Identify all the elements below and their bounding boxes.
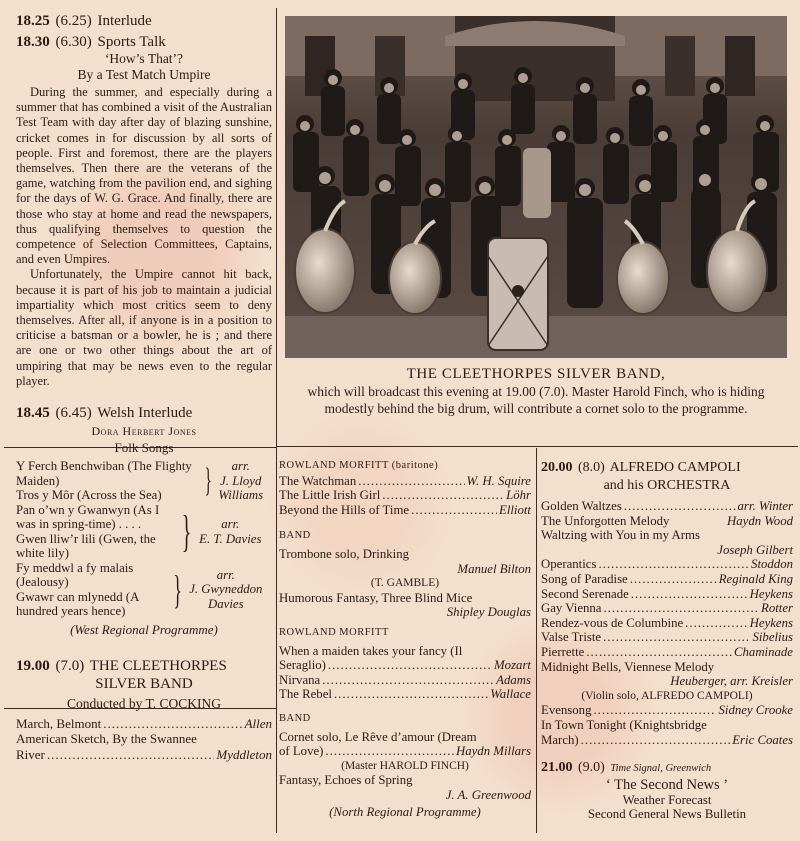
composer: J. A. Greenwood xyxy=(445,787,531,802)
item-title: Fantasy, Echoes of Spring xyxy=(279,773,413,788)
composer: Sidney Crooke xyxy=(718,703,793,718)
item-title: Song of Paradise xyxy=(541,571,628,586)
item-title: of Love) xyxy=(279,744,324,759)
composer: Adams xyxy=(496,672,531,687)
band-item xyxy=(16,716,272,732)
composer: Wallace xyxy=(490,687,531,702)
item-title: Pierrette xyxy=(541,644,585,659)
item-title: The Unforgotten Melody xyxy=(541,513,670,528)
composer: Sibelius xyxy=(752,630,793,645)
item-title: Gay Vienna xyxy=(541,601,602,616)
arranger: Davies xyxy=(208,596,244,611)
composer: Chaminade xyxy=(733,644,793,659)
item-title: Waltzing with You in my Arms xyxy=(541,528,700,543)
arranger: arr. xyxy=(216,567,235,582)
item-title: The Watchman xyxy=(279,473,357,488)
middle-column xyxy=(279,459,531,820)
music-item xyxy=(279,744,531,759)
caption-title: THE CLEETHORPES SILVER BAND, xyxy=(406,366,666,382)
alt-time: (9.0) xyxy=(578,760,605,776)
item-title: The Little Irish Girl xyxy=(279,488,381,503)
brace: } xyxy=(173,566,182,612)
song-title: Gwen lliw’r lili (Gwen, the white lily) xyxy=(16,531,156,561)
alt-time: (6.30) xyxy=(55,34,92,50)
section-heading: ROWLAND MORFITT xyxy=(279,626,389,638)
item-title: Cornet solo, Le Rêve d’amour (Dream xyxy=(279,729,477,744)
section-heading: BAND xyxy=(279,530,311,542)
item-title: March) xyxy=(541,732,579,747)
talk-paragraph-1: During the summer, and especially during a summer that has combined a visit of the Australian Test Team with day after day of blazing sunshine, cricket comes in for discussion by all sorts of people. First and foremost, there are the players themselves. Then there are the veterans of the game, watching from the pavilion end, and sighing for the days of W. G. Grace. And finally, there are those who stay at home and read the newspapers, thus qualifying themselves to question the competence of Selection Committees, Captains, and even Umpires. xyxy=(16,85,272,267)
programme-silver-band xyxy=(16,657,272,675)
composer: W. H. Squire xyxy=(466,473,531,488)
composer: arr. Winter xyxy=(737,499,793,513)
composer: Heykens xyxy=(749,615,793,630)
item-title: Golden Waltzes xyxy=(541,499,622,513)
band-item xyxy=(16,747,272,763)
item-title: Nirvana xyxy=(279,672,321,687)
programme-title: Welsh Interlude xyxy=(97,405,193,422)
item-title: March, Belmont xyxy=(16,715,102,731)
composer: Reginald King xyxy=(718,571,793,586)
column-rule-left xyxy=(276,8,277,833)
music-item xyxy=(279,503,531,518)
item-title: Humorous Fantasy, Three Blind Mice xyxy=(279,590,473,605)
composer: Elliott xyxy=(499,502,531,517)
arranger: arr. xyxy=(231,459,250,474)
composer: Heykens xyxy=(749,586,793,601)
song-title: Fy meddwl a fy malais (Jealousy) xyxy=(16,560,134,590)
music-item xyxy=(541,601,793,616)
time: 18.25 xyxy=(16,13,50,29)
news-item: Second General News Bulletin xyxy=(587,807,747,822)
music-item xyxy=(541,499,793,514)
composer: Myddleton xyxy=(216,746,272,762)
time: 21.00 xyxy=(541,760,573,776)
composer: Allen xyxy=(244,715,272,731)
talk-byline: By a Test Match Umpire xyxy=(77,66,211,82)
music-item xyxy=(541,703,793,718)
folk-songs-heading: Folk Songs xyxy=(114,439,174,455)
composer: Haydn Wood xyxy=(727,513,793,528)
conductor: Conducted by T. COCKING xyxy=(67,696,221,712)
music-item xyxy=(541,645,793,660)
photo-caption xyxy=(282,366,790,417)
item-title: Evensong xyxy=(541,703,592,718)
section-heading: BAND xyxy=(279,712,311,724)
time: 20.00 xyxy=(541,460,573,475)
item-title: Valse Triste xyxy=(541,630,602,645)
item-title: Second Serenade xyxy=(541,586,629,601)
item-title: Trombone solo, Drinking xyxy=(279,546,409,561)
item-title: In Town Tonight (Knightsbridge xyxy=(541,717,707,732)
music-item xyxy=(541,587,793,602)
alt-time: (6.45) xyxy=(55,405,92,422)
composer: Rotter xyxy=(761,601,793,616)
composer: Joseph Gilbert xyxy=(717,542,793,557)
programme-title: ALFREDO CAMPOLI xyxy=(609,460,741,475)
news-item: Weather Forecast xyxy=(622,792,712,807)
composer: Heuberger, arr. Kreisler xyxy=(670,674,793,689)
song-title: Pan o’wn y Gwanwyn (As I was in spring-time) . . . . xyxy=(16,502,160,532)
music-item xyxy=(279,474,531,489)
band-photo xyxy=(285,16,787,358)
composer: Löhr xyxy=(506,488,531,503)
talk-paragraph-2: Unfortunately, the Umpire cannot hit back, because it is part of his job to maintain a judicial impartiality which most critics seem to deny themselves. After all, if anyone is in a position to criticise a batsman or a bowler, he is ; and there are one or two other things about the art of umpiring that may be news even to the regular player. xyxy=(16,267,272,388)
brace: } xyxy=(204,461,212,499)
item-title: Midnight Bells, Viennese Melody xyxy=(541,659,715,674)
column-rule-right xyxy=(536,448,537,833)
song-title: Y Ferch Benchwiban (The Flighty Maiden) xyxy=(16,459,192,488)
arranger: J. Gwyneddon xyxy=(189,582,263,597)
region-note: (North Regional Programme) xyxy=(329,805,481,820)
music-item xyxy=(279,673,531,688)
item-title: Operantics xyxy=(541,557,597,572)
time: 18.30 xyxy=(16,34,50,50)
programme-title-line2: SILVER BAND xyxy=(95,676,193,693)
item-title: Seraglio) xyxy=(279,658,326,673)
band-photo-image xyxy=(285,16,787,358)
item-title: Beyond the Hills of Time xyxy=(279,502,410,517)
music-item xyxy=(541,572,793,587)
music-item xyxy=(279,488,531,503)
programme-title: Interlude xyxy=(97,13,152,29)
music-item xyxy=(279,687,531,702)
performer-note: (Master HAROLD FINCH) xyxy=(341,759,469,772)
programme-news xyxy=(541,759,793,778)
performer-note: (Violin solo, ALFREDO CAMPOLI) xyxy=(581,689,753,702)
performer-note: (T. GAMBLE) xyxy=(370,577,440,590)
music-item xyxy=(541,616,793,631)
section-heading: ROWLAND MORFITT (baritone) xyxy=(279,460,439,471)
programme-welsh-interlude xyxy=(16,404,272,422)
item-title: Rendez-vous de Columbine xyxy=(541,615,684,630)
arranger: E. T. Davies xyxy=(199,531,262,546)
music-item xyxy=(541,733,793,748)
time: 19.00 xyxy=(16,658,50,675)
composer: Eric Coates xyxy=(732,732,793,747)
music-item xyxy=(541,630,793,645)
composer: Stoddon xyxy=(751,557,793,572)
artist-name: Dora Herbert Jones xyxy=(91,424,197,439)
song-title: Tros y Môr (Across the Sea) xyxy=(16,488,162,503)
programme-campoli xyxy=(541,459,793,477)
composer: Haydn Millars xyxy=(455,744,531,759)
arranger: Williams xyxy=(218,488,264,503)
alt-time: (8.0) xyxy=(578,460,605,475)
item-title: American Sketch, By the Swannee xyxy=(16,731,197,747)
alt-time: (6.25) xyxy=(55,13,92,29)
region-note: (West Regional Programme) xyxy=(70,621,218,637)
talk-title: ‘How’s That’? xyxy=(104,51,184,66)
song-group-2 xyxy=(16,503,272,561)
programme-sports-talk xyxy=(16,33,272,51)
song-group-1 xyxy=(16,459,272,503)
news-title: ‘ The Second News ’ xyxy=(605,777,729,794)
music-item xyxy=(541,514,793,529)
programme-title: THE CLEETHORPES xyxy=(89,658,227,675)
time: 18.45 xyxy=(16,405,50,422)
song-group-3 xyxy=(16,561,272,619)
item-title: The Rebel xyxy=(279,687,332,702)
left-column xyxy=(16,12,272,762)
programme-title: Sports Talk xyxy=(97,34,166,50)
item-title: River xyxy=(16,746,45,762)
song-title: Gwawr can mlynedd (A hundred years hence) xyxy=(16,589,139,619)
time-signal-note: Time Signal, Greenwich xyxy=(610,763,712,775)
composer: Shipley Douglas xyxy=(446,605,531,620)
composer: Manuel Bilton xyxy=(457,561,531,576)
music-item xyxy=(279,658,531,673)
arranger: J. Lloyd xyxy=(220,473,262,488)
alt-time: (7.0) xyxy=(55,658,85,675)
composer: Mozart xyxy=(494,658,531,673)
right-column xyxy=(541,459,793,822)
rule-under-caption xyxy=(276,446,798,447)
caption-text: which will broadcast this evening at 19.00 (7.0). Master Harold Finch, who is hiding modestly behind the big drum, will contribute a cornet solo to the programme. xyxy=(307,384,765,416)
arranger: arr. xyxy=(221,517,240,532)
item-title: When a maiden takes your fancy (Il xyxy=(279,643,463,658)
programme-title-line2: and his ORCHESTRA xyxy=(603,478,731,493)
music-item xyxy=(541,557,793,572)
brace: } xyxy=(181,506,192,556)
programme-interlude xyxy=(16,12,272,30)
